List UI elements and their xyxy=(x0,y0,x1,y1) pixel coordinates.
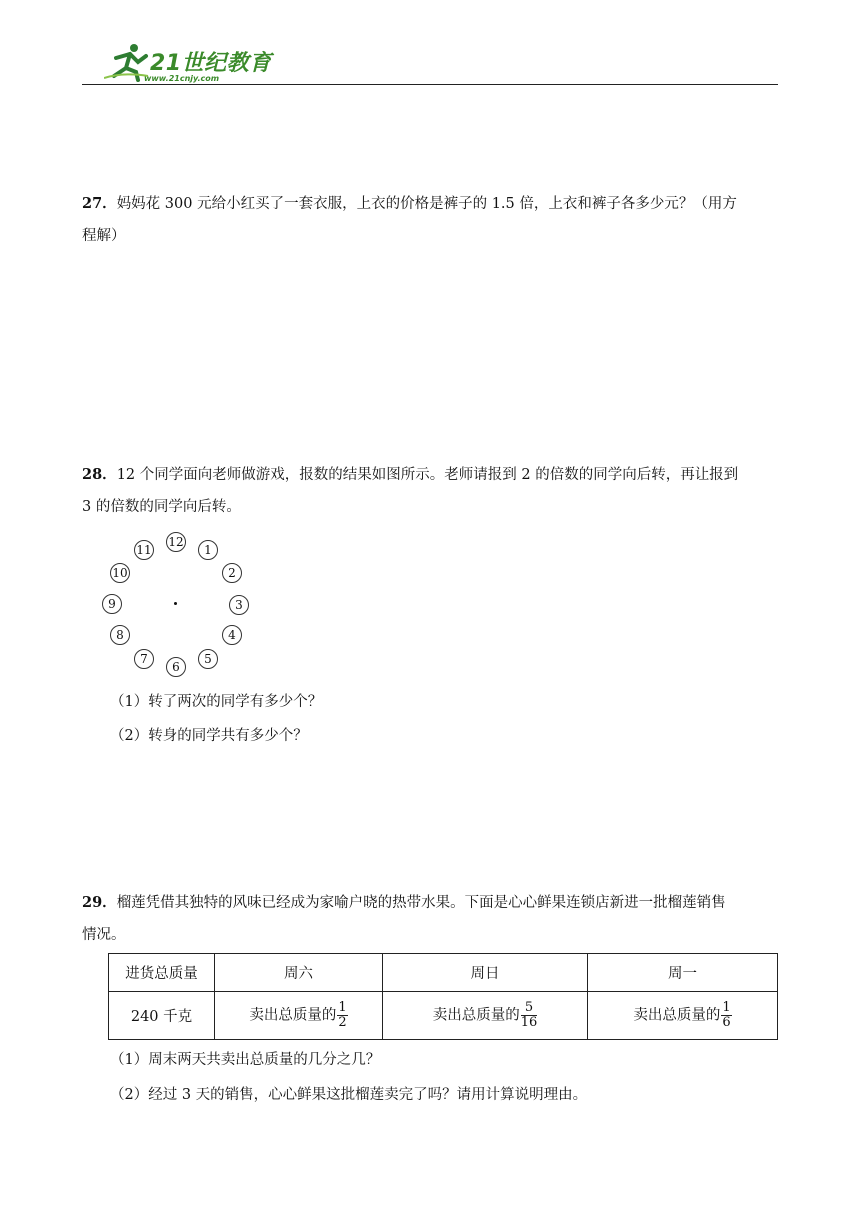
student-12: 12 xyxy=(166,532,186,552)
q28-subquestion-2: （2）转身的同学共有多少个？ xyxy=(110,728,308,744)
durian-sales-table xyxy=(108,953,778,1040)
question-text-line2: 程解） xyxy=(82,228,126,244)
student-2: 2 xyxy=(222,563,242,583)
cell-monday: 卖出总质量的 $\frac{1}{6}$ xyxy=(588,992,778,1040)
student-1: 1 xyxy=(198,540,218,560)
header-saturday: 周六 xyxy=(215,954,383,992)
question-number: 27． xyxy=(82,195,117,212)
q28-subquestion-1: （1）转了两次的同学有多少个？ xyxy=(110,694,323,710)
question-text-line1: 妈妈花 300 元给小红买了一套衣服，上衣的价格是裤子的 1.5 倍，上衣和裤子各多少元？（用方 xyxy=(116,196,737,212)
fraction: $\frac{1}{6}$ xyxy=(722,1000,731,1030)
question-text-line2: 3 的倍数的同学向后转。 xyxy=(82,499,241,515)
logo-brand: 21世纪教育 xyxy=(150,51,272,76)
table-row xyxy=(109,992,778,1040)
question-number: 29． xyxy=(82,894,117,911)
q29-subquestion-1: （1）周末两天共卖出总质量的几分之几？ xyxy=(110,1052,381,1068)
site-logo xyxy=(104,40,274,84)
student-6: 6 xyxy=(166,657,186,677)
q29-subquestion-2: （2）经过 3 天的销售，心心鲜果这批榴莲卖完了吗？请用计算说明理由。 xyxy=(110,1087,588,1103)
header-sunday: 周日 xyxy=(383,954,588,992)
question-text-line1: 12 个同学面向老师做游戏，报数的结果如图所示。老师请报到 2 的倍数的同学向后转，再让报到 xyxy=(116,467,739,483)
question-28 xyxy=(82,459,782,523)
header-monday: 周一 xyxy=(588,954,778,992)
fraction: $\frac{5}{16}$ xyxy=(520,1000,538,1030)
question-29 xyxy=(82,887,782,951)
student-11: 11 xyxy=(134,540,154,560)
header-divider xyxy=(82,84,778,85)
cell-sunday: 卖出总质量的 $\frac{5}{16}$ xyxy=(383,992,588,1040)
question-27 xyxy=(82,188,782,252)
teacher-center-dot xyxy=(174,602,177,605)
student-9: 9 xyxy=(102,594,122,614)
cell-saturday: 卖出总质量的 $\frac{1}{2}$ xyxy=(215,992,383,1040)
question-text-line2: 情况。 xyxy=(82,927,126,943)
student-10: 10 xyxy=(110,563,130,583)
student-3: 3 xyxy=(229,595,249,615)
student-7: 7 xyxy=(134,649,154,669)
table-header-row xyxy=(109,954,778,992)
fraction: $\frac{1}{2}$ xyxy=(338,1000,347,1030)
logo-url: www.21cnjy.com xyxy=(144,74,220,83)
header-total-weight: 进货总质量 xyxy=(109,954,215,992)
student-4: 4 xyxy=(222,625,242,645)
cell-total-weight: 240 千克 xyxy=(109,992,215,1040)
student-5: 5 xyxy=(198,649,218,669)
question-text-line1: 榴莲凭借其独特的风味已经成为家喻户晓的热带水果。下面是心心鲜果连锁店新进一批榴莲销售 xyxy=(116,895,726,911)
question-number: 28． xyxy=(82,466,117,483)
student-8: 8 xyxy=(110,625,130,645)
